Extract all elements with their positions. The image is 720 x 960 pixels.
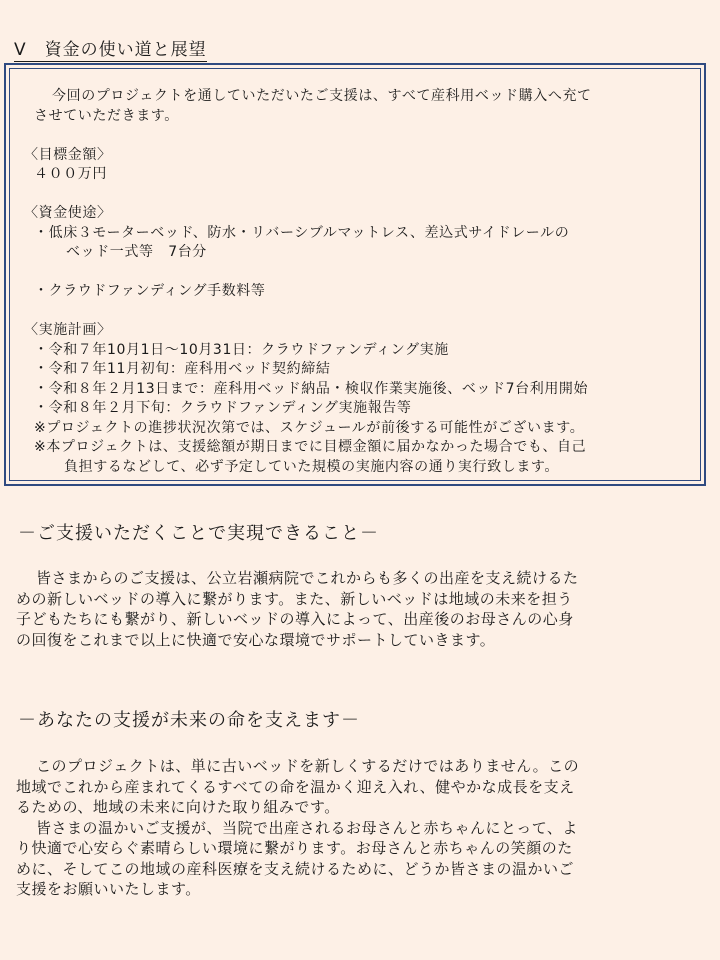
section2-line: り快適で心安らぐ素晴らしい環境に繋がります。お母さんと赤ちゃんの笑顔のた	[16, 839, 573, 857]
section-heading: Ⅴ 資金の使い道と展望	[14, 40, 207, 60]
plan-item: ・令和７年11月初旬：産科用ベッド契約締結	[34, 361, 331, 377]
use-item: ・クラウドファンディング手数料等	[34, 283, 266, 299]
funding-details-box	[4, 63, 706, 486]
section2-line: 地域でこれから産まれてくるすべての命を温かく迎え入れ、健やかな成長を支え	[16, 777, 575, 796]
plan-item: ・令和８年２月13日まで：産科用ベッド納品・検収作業実施後、ベッド7台利用開始	[34, 380, 589, 397]
uses-label: 〈資金使途〉	[24, 205, 112, 221]
plan-label: 〈実施計画〉	[24, 322, 112, 338]
section2-line: めに、そしてこの地域の産科医療を支え続けるために、どうか皆さまの温かいご	[16, 859, 575, 878]
use-item-continued: ベッド一式等 7台分	[66, 244, 207, 260]
goal-label: 〈目標金額〉	[24, 146, 112, 163]
section2-body	[16, 756, 706, 900]
section1-line: の回復をこれまで以上に快適で安心な環境でサポートしていきます。	[16, 630, 496, 649]
section2-line: るための、地域の未来に向けた取り組みです。	[16, 798, 340, 816]
section1-body	[16, 568, 706, 650]
section1-line: 皆さまからのご支援は、公立岩瀬病院でこれからも多くの出産を支え続けるた	[36, 569, 579, 587]
intro-line: させていただきます。	[34, 107, 179, 124]
plan-item: ・令和７年10月1日～10月31日：クラウドファンディング実施	[34, 341, 449, 358]
section1-line: 子どもたちにも繋がり、新しいベッドの導入によって、出産後のお母さんの心身	[16, 610, 574, 628]
funding-details-box-inner	[9, 68, 701, 481]
section2-line: 支援をお願いいたします。	[16, 880, 201, 898]
commitment-note: ※本プロジェクトは、支援総額が期日までに目標金額に届かなかった場合でも、自己	[34, 439, 587, 455]
commitment-note-continued: 負担するなどして、必ず予定していた規模の実施内容の通り実行致します。	[64, 458, 559, 475]
funding-details-text	[24, 87, 704, 477]
section2-line: 皆さまの温かいご支援が、当院で出産されるお母さんと赤ちゃんにとって、よ	[36, 818, 578, 837]
goal-value: ４００万円	[34, 166, 107, 182]
section1-line: めの新しいベッドの導入に繋がります。また、新しいベッドは地域の未来を担う	[16, 589, 573, 608]
plan-item: ・令和８年２月下旬：クラウドファンディング実施報告等	[34, 400, 412, 416]
use-item: ・低床３モーターベッド、防水・リバーシブルマットレス、差込式サイドレールの	[34, 224, 570, 241]
intro-line: 今回のプロジェクトを通していただいたご支援は、すべて産科用ベッド購入へ充て	[52, 88, 592, 104]
section2-title: －あなたの支援が未来の命を支えます－	[18, 710, 360, 731]
section2-line: このプロジェクトは、単に古いベッドを新しくするだけではありません。この	[36, 757, 580, 775]
section1-title: －ご支援いただくことで実現できること－	[18, 523, 379, 544]
schedule-note: ※プロジェクトの進捗状況次第では、スケジュールが前後する可能性がございます。	[34, 419, 585, 436]
